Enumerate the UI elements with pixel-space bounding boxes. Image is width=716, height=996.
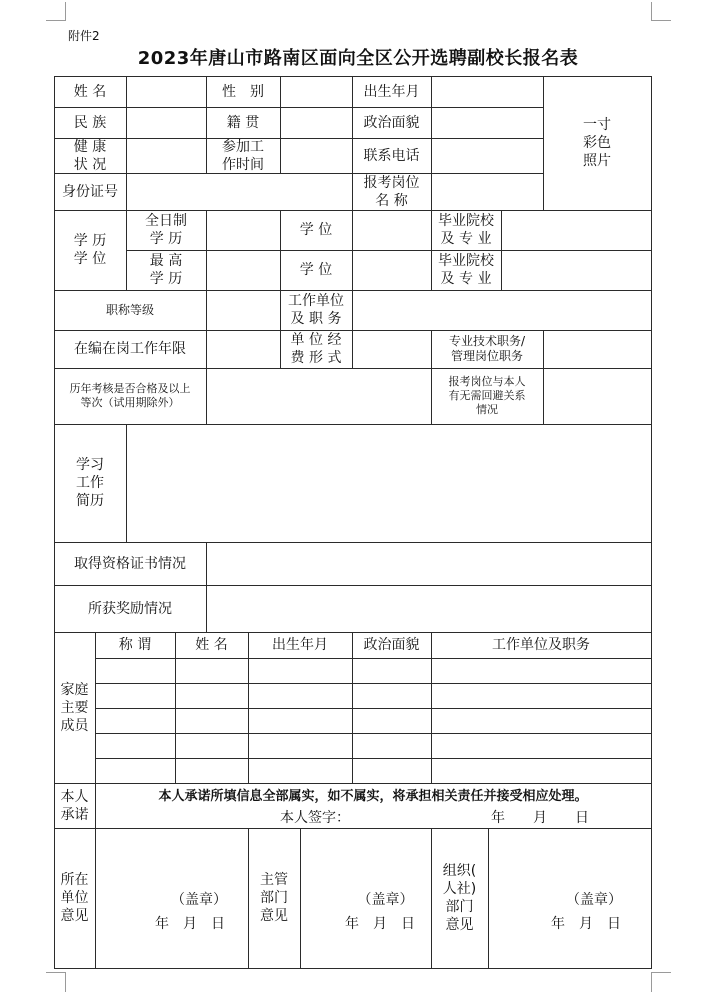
family-cell[interactable] <box>433 685 650 707</box>
photo-placeholder-label: 一寸 彩色 照片 <box>583 117 611 169</box>
family-cell[interactable] <box>97 760 174 782</box>
table-rule <box>206 330 207 369</box>
gender-field[interactable] <box>282 78 351 106</box>
name-field[interactable] <box>128 78 205 106</box>
family-cell[interactable] <box>97 685 174 707</box>
org-date-label: 年 月 日 <box>551 916 621 932</box>
family-row-rule <box>95 758 652 759</box>
family-cell[interactable] <box>250 685 351 707</box>
resume-label: 学习 工作 简历 <box>76 457 104 509</box>
table-rule <box>126 424 127 543</box>
table-rule <box>543 330 544 369</box>
photo-field[interactable] <box>545 78 650 209</box>
id-number-label: 身份证号 <box>62 183 118 200</box>
family-header-2: 出生年月 <box>272 637 328 653</box>
table-rule <box>352 330 353 369</box>
family-cell[interactable] <box>250 735 351 757</box>
table-rule <box>352 210 353 291</box>
appraisal-label: 历年考核是否合格及以上 等次（试用期除外） <box>69 382 191 409</box>
family-cell[interactable] <box>97 735 174 757</box>
form-title: 2023年唐山市路南区面向全区公开选聘副校长报名表 <box>137 48 579 69</box>
unit-date-label: 年 月 日 <box>155 916 225 932</box>
highest-degree-field[interactable] <box>354 252 430 289</box>
commitment-label: 本人 承诺 <box>60 788 89 823</box>
work-unit-position-label: 工作单位 及 职 务 <box>288 293 344 327</box>
department-opinion-field[interactable] <box>302 830 430 967</box>
family-cell[interactable] <box>354 760 430 782</box>
family-row-rule <box>95 733 652 734</box>
certificates-field[interactable] <box>208 544 650 584</box>
table-rule <box>280 76 281 174</box>
table-rule <box>206 290 207 331</box>
family-row-rule <box>95 683 652 684</box>
department-seal-label: （盖章） <box>357 892 414 908</box>
fulltime-education-label: 全日制 学 历 <box>145 213 187 247</box>
family-row-rule <box>95 708 652 709</box>
unit-opinion-field[interactable] <box>97 830 247 967</box>
work-unit-position-field[interactable] <box>354 292 650 329</box>
table-rule <box>543 368 544 425</box>
phone-label: 联系电话 <box>363 147 420 164</box>
post-applied-field[interactable] <box>433 175 542 209</box>
signature-label: 本人签字： <box>280 810 350 826</box>
family-cell[interactable] <box>433 735 650 757</box>
department-date-label: 年 月 日 <box>345 916 415 932</box>
family-header-4: 工作单位及职务 <box>492 637 590 653</box>
id-number-field[interactable] <box>128 175 351 209</box>
attachment-label: 附件2 <box>68 29 100 43</box>
table-rule <box>206 585 207 633</box>
family-cell[interactable] <box>354 660 430 682</box>
family-cell[interactable] <box>97 660 174 682</box>
table-rule <box>431 76 432 211</box>
family-members-label: 家庭 主要 成员 <box>60 681 89 734</box>
fulltime-education-field[interactable] <box>208 212 279 249</box>
phone-field[interactable] <box>433 140 542 172</box>
family-cell[interactable] <box>250 660 351 682</box>
table-rule <box>501 210 502 291</box>
work-start-field[interactable] <box>282 140 351 172</box>
table-rule <box>54 173 544 174</box>
family-header-0: 称 谓 <box>118 637 152 653</box>
unit-seal-label: （盖章） <box>171 892 227 908</box>
table-rule <box>54 107 544 108</box>
fulltime-school-major-field[interactable] <box>503 212 650 249</box>
title-level-label: 职称等级 <box>105 302 154 317</box>
political-status-field[interactable] <box>433 109 542 137</box>
table-rule <box>54 828 652 829</box>
avoidance-relation-label: 报考岗位与本人 有无需回避关系 情况 <box>448 375 526 416</box>
funding-type-label: 单 位 经 费 形 式 <box>290 332 342 366</box>
awards-field[interactable] <box>208 587 650 631</box>
tech-management-post-label: 专业技术职务/ 管理岗位职务 <box>448 334 526 363</box>
fulltime-school-major-label: 毕业院校 及 专 业 <box>438 213 494 247</box>
family-cell[interactable] <box>177 760 247 782</box>
health-field[interactable] <box>128 140 205 172</box>
table-rule <box>54 138 544 139</box>
unit-opinion-label: 所在 单位 意见 <box>60 872 89 924</box>
family-cell[interactable] <box>433 760 650 782</box>
family-cell[interactable] <box>433 660 650 682</box>
fulltime-degree-label: 学 位 <box>299 222 333 238</box>
table-rule <box>300 828 301 969</box>
political-status-label: 政治面貌 <box>363 114 420 131</box>
table-rule <box>95 828 96 969</box>
funding-type-field[interactable] <box>354 332 430 367</box>
ethnicity-label: 民 族 <box>73 114 107 131</box>
table-rule <box>206 368 207 425</box>
family-cell[interactable] <box>354 685 430 707</box>
table-rule <box>206 542 207 586</box>
table-rule <box>206 210 207 291</box>
family-header-3: 政治面貌 <box>363 637 420 653</box>
name-label: 姓 名 <box>73 83 107 100</box>
family-header-1: 姓 名 <box>195 637 228 653</box>
family-cell[interactable] <box>354 735 430 757</box>
family-cell[interactable] <box>177 660 247 682</box>
birth-date-label: 出生年月 <box>363 83 420 100</box>
table-rule <box>54 783 652 784</box>
org-department-opinion-label: 组织( 人社) 部门 意见 <box>442 863 477 933</box>
work-start-label: 参加工 作时间 <box>222 138 264 173</box>
family-cell[interactable] <box>250 710 351 732</box>
commitment-statement: 本人承诺所填信息全部属实，如不属实，将承担相关责任并接受相应处理。 <box>158 789 588 804</box>
certificates-label: 取得资格证书情况 <box>74 555 186 572</box>
highest-school-major-label: 毕业院校 及 专 业 <box>438 253 494 287</box>
org-seal-label: （盖章） <box>566 892 622 908</box>
appraisal-field[interactable] <box>208 370 430 423</box>
highest-degree-label: 学 位 <box>299 262 333 278</box>
family-cell[interactable] <box>177 685 247 707</box>
years-in-post-field[interactable] <box>208 332 279 367</box>
table-border-bottom <box>54 968 652 969</box>
ethnicity-field[interactable] <box>128 109 205 137</box>
table-rule <box>54 424 652 425</box>
birth-date-field[interactable] <box>433 78 542 106</box>
native-place-field[interactable] <box>282 109 351 137</box>
native-place-label: 籍 贯 <box>226 114 260 131</box>
highest-education-label: 最 高 学 历 <box>149 253 183 287</box>
family-cell[interactable] <box>354 710 430 732</box>
highest-education-field[interactable] <box>208 252 279 289</box>
avoidance-relation-field[interactable] <box>545 370 650 423</box>
education-degree-label: 学 历 学 位 <box>73 233 107 267</box>
resume-field[interactable] <box>128 426 650 541</box>
gender-label: 性 别 <box>222 83 264 100</box>
family-cell[interactable] <box>97 710 174 732</box>
signature-field[interactable] <box>372 810 469 827</box>
family-cell[interactable] <box>177 710 247 732</box>
commitment-date-label: 年 月 日 <box>491 810 589 826</box>
post-applied-label: 报考岗位 名 称 <box>363 174 420 209</box>
family-cell[interactable] <box>433 710 650 732</box>
family-row-rule <box>95 658 652 659</box>
org-opinion-field[interactable] <box>490 830 650 967</box>
title-level-field[interactable] <box>208 292 279 329</box>
table-rule <box>488 828 489 969</box>
health-label: 健 康 状 况 <box>73 138 107 173</box>
years-in-post-label: 在编在岗工作年限 <box>74 341 186 357</box>
table-rule <box>126 76 127 211</box>
awards-label: 所获奖励情况 <box>88 600 172 617</box>
fulltime-degree-field[interactable] <box>354 212 430 249</box>
highest-school-major-field[interactable] <box>503 252 650 289</box>
department-opinion-label: 主管 部门 意见 <box>260 872 288 924</box>
table-rule <box>352 290 353 331</box>
family-cell[interactable] <box>250 760 351 782</box>
tech-management-post-field[interactable] <box>545 332 650 367</box>
family-cell[interactable] <box>177 735 247 757</box>
